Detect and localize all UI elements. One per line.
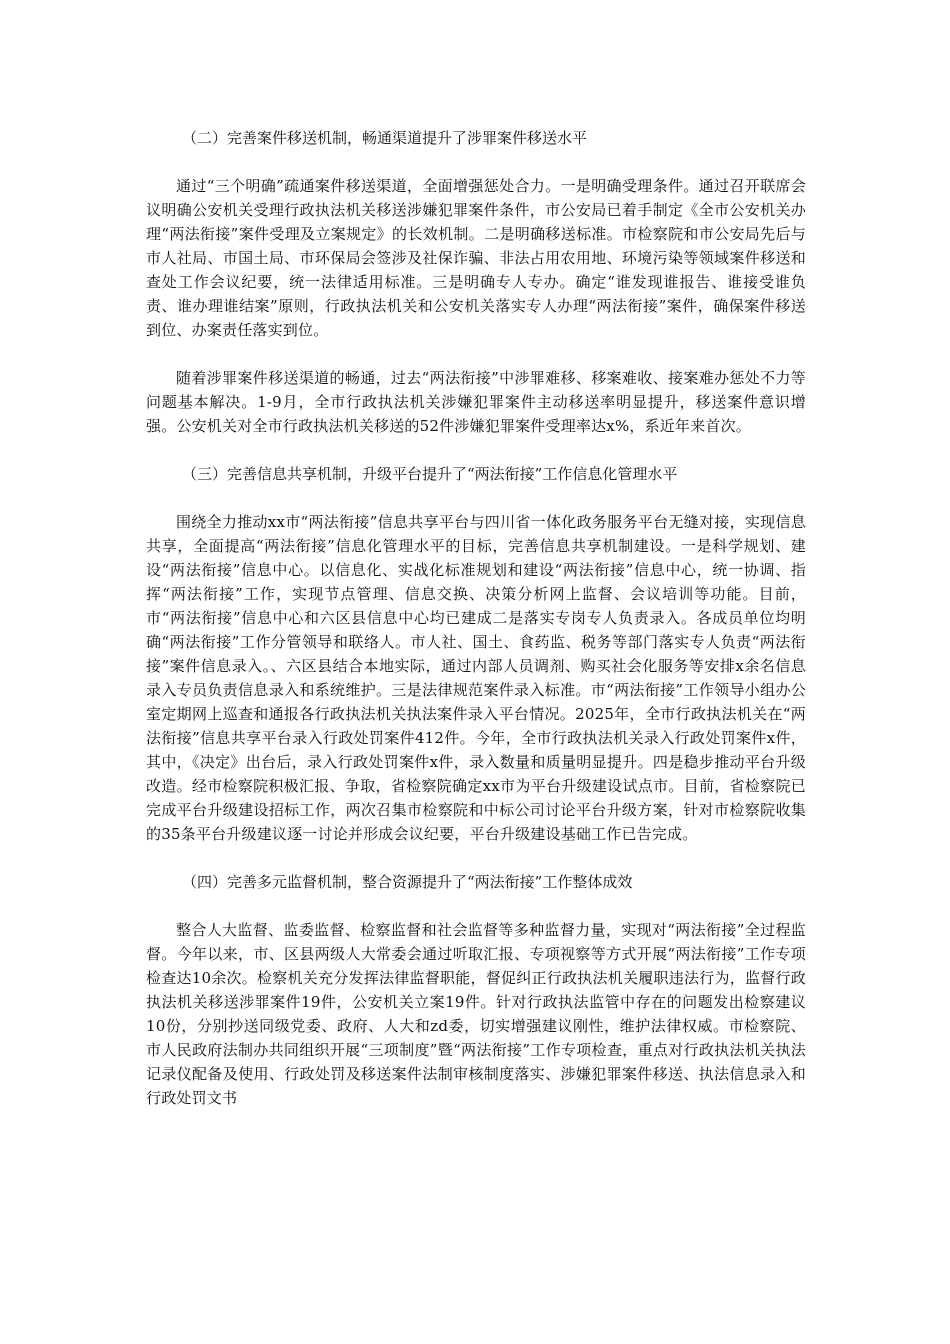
section-2-paragraph-2: 随着涉罪案件移送渠道的畅通，过去“两法衔接”中涉罪难移、移案难收、接案难办惩处不力等问题基本解决。1-9月，全市行政执法机关涉嫌犯罪案件主动移送率明显提升，移送案件意识增强。公安机关对全市行政执法机关移送的52件涉嫌犯罪案件受理率达x%，系近年来首次。 <box>146 369 806 435</box>
section-heading-3: （三）完善信息共享机制，升级平台提升了“两法衔接”工作信息化管理水平 <box>182 465 678 483</box>
section-heading-2: （二）完善案件移送机制，畅通渠道提升了涉罪案件移送水平 <box>182 129 588 147</box>
section-heading-4: （四）完善多元监督机制，整合资源提升了“两法衔接”工作整体成效 <box>182 873 633 891</box>
section-2-paragraph-1: 通过“三个明确”疏通案件移送渠道，全面增强惩处合力。一是明确受理条件。通过召开联席会议明确公安机关受理行政执法机关移送涉嫌犯罪案件条件，市公安局已着手制定《全市公安机关办理“两法衔接”案件受理及立案规定》的长效机制。二是明确移送标准。市检察院和市公安局先后与市人社局、市国土局、市环保局会签涉及社保诈骗、非法占用农用地、环境污染等领域案件移送和查处工作会议纪要，统一法律适用标准。三是明确专人专办。确定“谁发现谁报告、谁接受谁负责、谁办理谁结案”原则，行政执法机关和公安机关落实专人办理“两法衔接”案件，确保案件移送到位、办案责任落实到位。 <box>146 177 806 339</box>
document-body <box>146 126 806 1110</box>
section-4-paragraph-1: 整合人大监督、监委监督、检察监督和社会监督等多种监督力量，实现对“两法衔接”全过程监督。今年以来，市、区县两级人大常委会通过听取汇报、专项视察等方式开展“两法衔接”工作专项检查达10余次。检察机关充分发挥法律监督职能，督促纠正行政执法机关履职违法行为，监督行政执法机关移送涉罪案件19件，公安机关立案19件。针对行政执法监管中存在的问题发出检察建议10份，分别抄送同级党委、政府、人大和zd委，切实增强建议刚性，维护法律权威。市检察院、市人民政府法制办共同组织开展“三项制度”暨“两法衔接”工作专项检查，重点对行政执法机关执法记录仪配备及使用、行政处罚及移送案件法制审核制度落实、涉嫌犯罪案件移送、执法信息录入和行政处罚文书 <box>146 921 806 1107</box>
section-3-paragraph-1: 围绕全力推动xx市“两法衔接”信息共享平台与四川省一体化政务服务平台无缝对接，实现信息共享，全面提高“两法衔接”信息化管理水平的目标，完善信息共享机制建设。一是科学规划、建设“两法衔接”信息中心。以信息化、实战化标准规划和建设“两法衔接”信息中心，统一协调、指挥“两法衔接”工作，实现节点管理、信息交换、决策分析网上监督、会议培训等功能。目前，市“两法衔接”信息中心和六区县信息中心均已建成二是落实专岗专人负责录入。各成员单位均明确“两法衔接”工作分管领导和联络人。市人社、国土、食药监、税务等部门落实专人负责“两法衔接”案件信息录入。、六区县结合本地实际，通过内部人员调剂、购买社会化服务等安排x余名信息录入专员负责信息录入和系统维护。三是法律规范案件录入标准。市“两法衔接”工作领导小组办公室定期网上巡查和通报各行政执法机关执法案件录入平台情况。2025年，全市行政执法机关在“两法衔接”信息共享平台录入行政处罚案件412件。今年，全市行政执法机关录入行政处罚案件x件，其中，《决定》出台后，录入行政处罚案件x件，录入数量和质量明显提升。四是稳步推动平台升级改造。经市检察院积极汇报、争取，省检察院确定xx市为平台升级建设试点市。目前，省检察院已完成平台升级建设招标工作，两次召集市检察院和中标公司讨论平台升级方案，针对市检察院收集的35条平台升级建议逐一讨论并形成会议纪要，平台升级建设基础工作已告完成。 <box>146 513 806 843</box>
